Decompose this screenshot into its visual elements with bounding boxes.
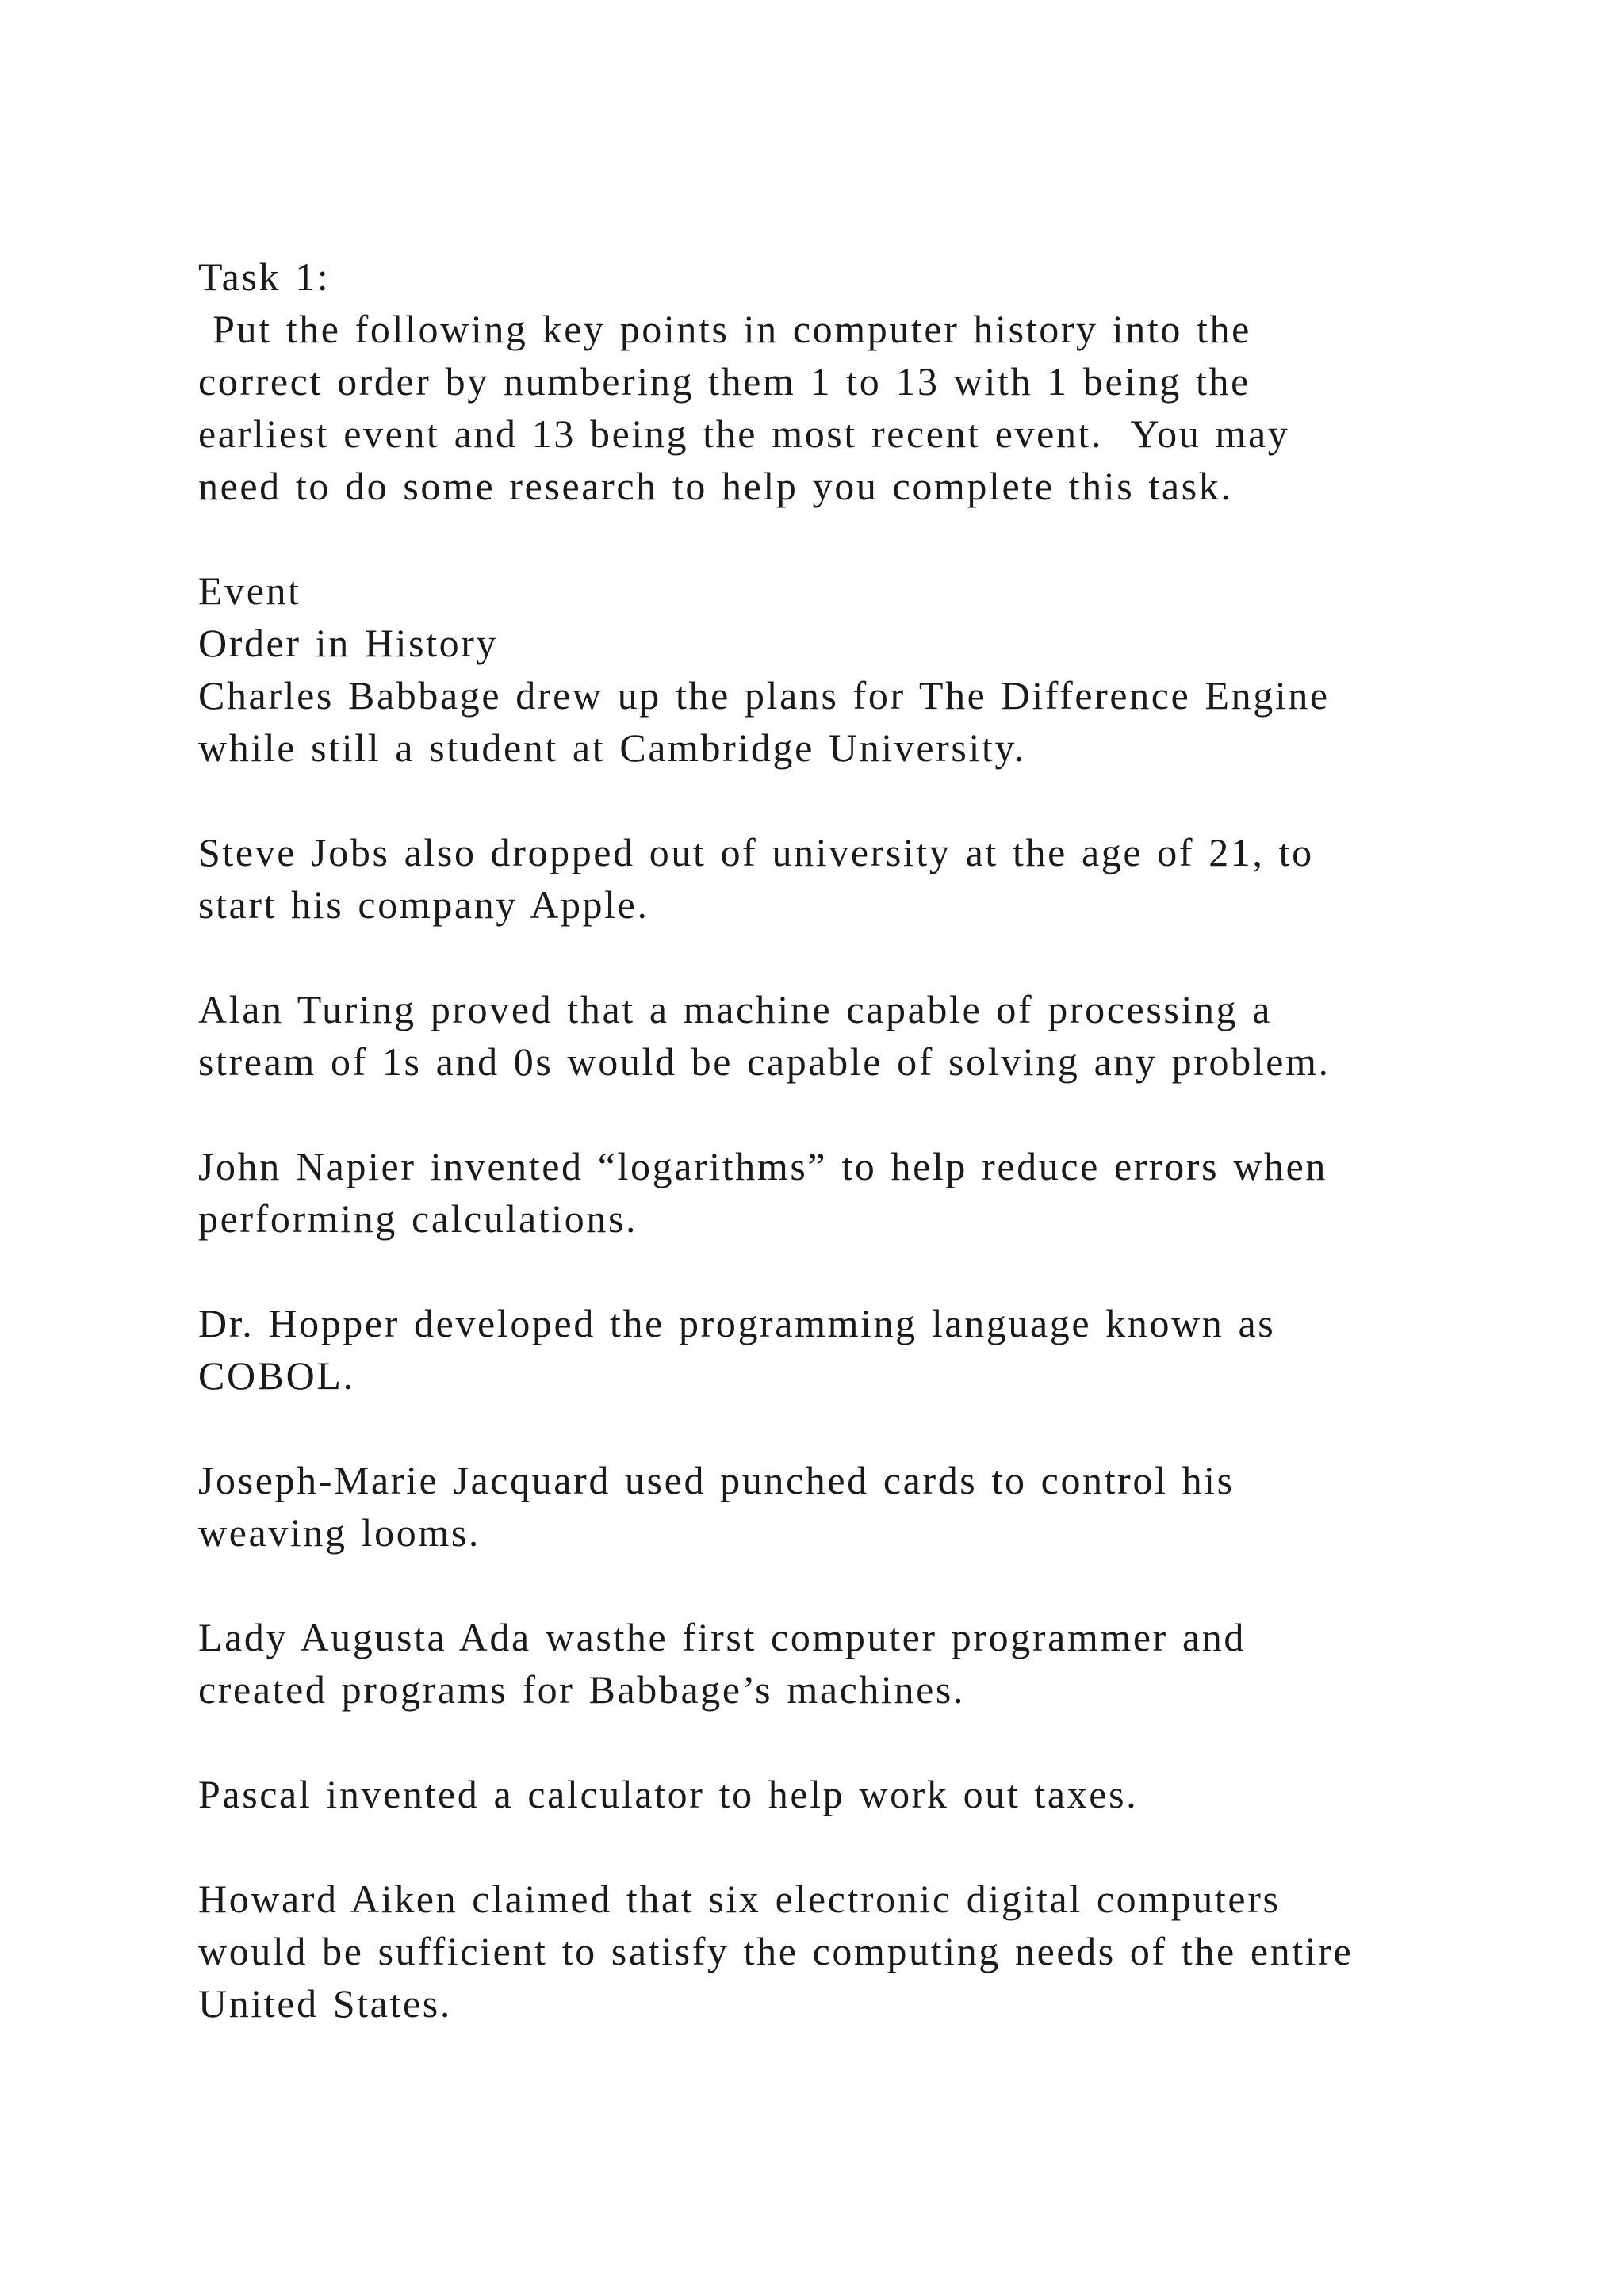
spacer [198, 1820, 1435, 1873]
event-item [198, 1768, 1435, 1820]
event-text: stream of 1s and 0s would be capable of solving any problem. [198, 1039, 1331, 1084]
event-column-header: Event [198, 568, 301, 613]
event-text: Steve Jobs also dropped out of university at the age of 21, to [198, 830, 1314, 874]
event-item [198, 826, 1435, 931]
task-heading: Task 1: [198, 254, 331, 299]
event-text: Pascal invented a calculator to help work out taxes. [198, 1772, 1139, 1816]
document-body [198, 251, 1435, 2030]
event-item [198, 1140, 1435, 1245]
order-column-header: Order in History [198, 621, 499, 665]
event-item [198, 669, 1435, 774]
event-item [198, 1454, 1435, 1559]
instruction-line: correct order by numbering them 1 to 13 with 1 being the [198, 359, 1251, 404]
instruction-line: Put the following key points in computer history into the [198, 307, 1251, 351]
event-text: Lady Augusta Ada wasthe first computer programmer and [198, 1615, 1246, 1659]
spacer [198, 774, 1435, 826]
event-text: Joseph-Marie Jacquard used punched cards to control his [198, 1458, 1235, 1502]
event-text: would be sufficient to satisfy the computing needs of the entire [198, 1929, 1354, 1973]
spacer [198, 931, 1435, 983]
spacer [198, 1245, 1435, 1297]
event-text: Howard Aiken claimed that six electronic digital computers [198, 1877, 1281, 1921]
event-text: Dr. Hopper developed the programming language known as [198, 1301, 1276, 1345]
instruction-line: earliest event and 13 being the most recent event. You may [198, 411, 1290, 456]
event-text: performing calculations. [198, 1196, 638, 1241]
event-text: weaving looms. [198, 1510, 481, 1555]
instruction-line: need to do some research to help you complete this task. [198, 464, 1233, 508]
spacer [198, 512, 1435, 564]
spacer [198, 1402, 1435, 1454]
event-item [198, 1611, 1435, 1716]
event-text: created programs for Babbage’s machines. [198, 1667, 966, 1712]
event-item [198, 983, 1435, 1088]
spacer [198, 1088, 1435, 1140]
event-text: start his company Apple. [198, 882, 649, 927]
spacer [198, 1559, 1435, 1611]
event-text: Alan Turing proved that a machine capable of processing a [198, 987, 1273, 1031]
event-text: Charles Babbage drew up the plans for The Difference Engine [198, 673, 1330, 718]
spacer [198, 1716, 1435, 1768]
event-item [198, 1297, 1435, 1402]
event-text: COBOL. [198, 1353, 355, 1398]
event-text: while still a student at Cambridge University. [198, 725, 1026, 770]
event-text: United States. [198, 1981, 452, 2026]
event-text: John Napier invented “logarithms” to help reduce errors when [198, 1144, 1328, 1188]
event-item [198, 1873, 1435, 2030]
